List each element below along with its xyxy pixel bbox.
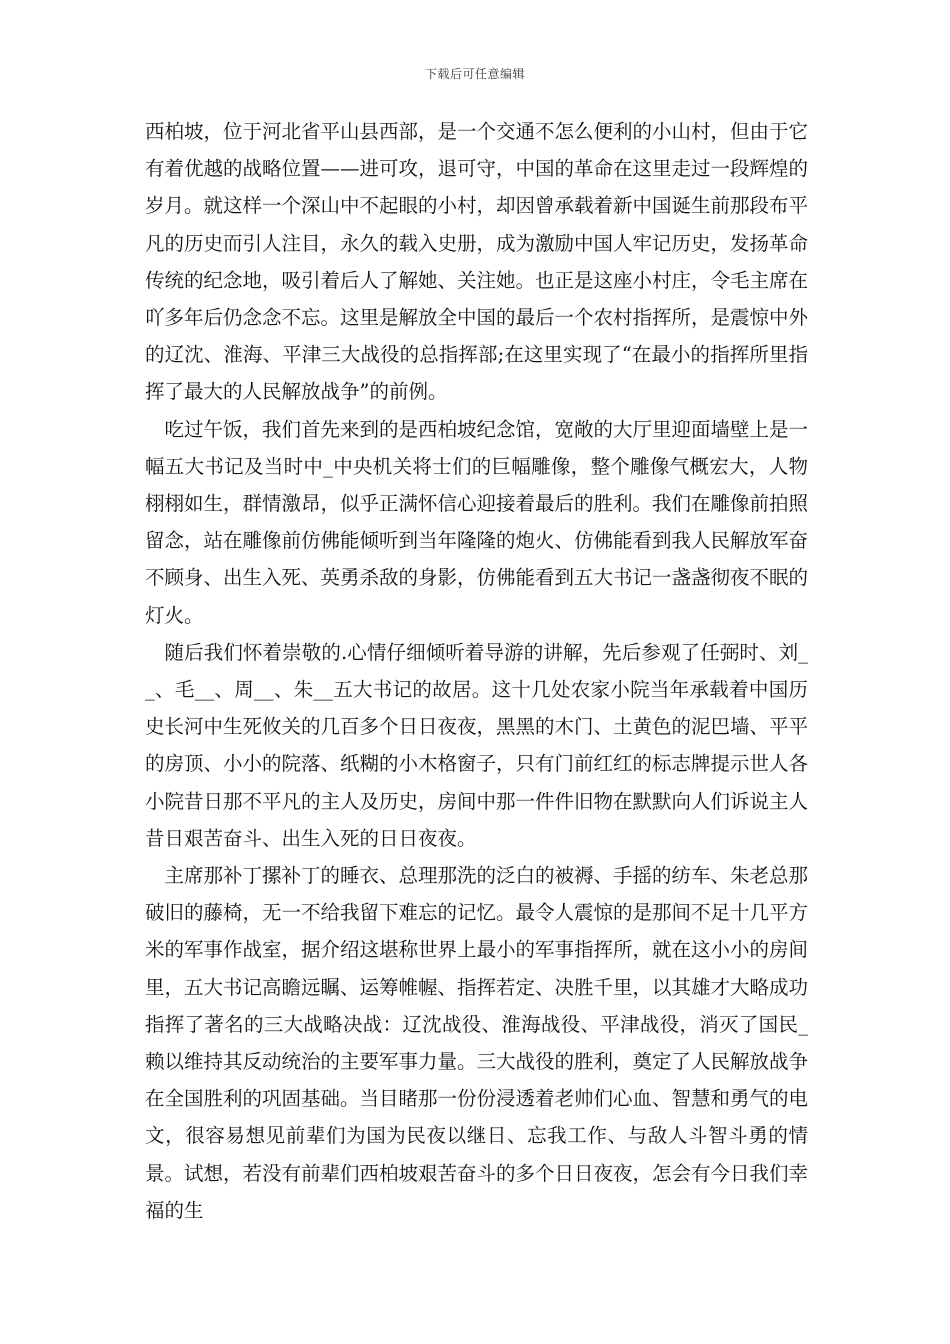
paragraph-intro: 西柏坡，位于河北省平山县西部，是一个交通不怎么便利的小山村，但由于它有着优越的战略位置——进可攻，退可守，中国的革命在这里走过一段辉煌的岁月。就这样一个深山中不起眼的小村，却因曾承载着新中国诞生前那段布平凡的历史而引人注目，永久的载入史册，成为激励中国人牢记历史，发扬革命传统的纪念地，吸引着后人了解她、关注她。也正是这座小村庄，令毛主席在吖多年后仍念念不忘。这里是解放全中国的最后一个农村指挥所，是震惊中外的辽沈、淮海、平津三大战役的总指挥部;在这里实现了“在最小的指挥所里指挥了最大的人民解放战争”的前例。 <box>145 120 809 404</box>
paragraph-memorial-hall: 吃过午饭，我们首先来到的是西柏坡纪念馆，宽敞的大厅里迎面墙壁上是一幅五大书记及当时中_中央机关将士们的巨幅雕像，整个雕像气概宏大，人物栩栩如生，群情激昂，似乎正满怀信心迎接着最后的胜利。我们在雕像前拍照留念，站在雕像前仿佛能倾听到当年隆隆的炮火、仿佛能看到我人民解放军奋不顾身、出生入死、英勇杀敌的身影，仿佛能看到五大书记一盏盏彻夜不眠的灯火。 <box>145 417 809 627</box>
paragraph-war-room: 主席那补丁摞补丁的睡衣、总理那洗的泛白的被褥、手摇的纺车、朱老总那破旧的藤椅，无一不给我留下难忘的记忆。最令人震惊的是那间不足十几平方米的军事作战室，据介绍这堪称世界上最小的军事指挥所，就在这小小的房间里，五大书记高瞻远瞩、运筹帷幄、指挥若定、决胜千里，以其雄才大略成功指挥了著名的三大战略决战：辽沈战役、淮海战役、平津战役，消灭了国民_赖以维持其反动统治的主要军事力量。三大战役的胜利，奠定了人民解放战争在全国胜利的巩固基础。当目睹那一份份浸透着老帅们心血、智慧和勇气的电文，很容易想见前辈们为国为民夜以继日、忘我工作、与敌人斗智斗勇的情景。试想，若没有前辈们西柏坡艰苦奋斗的多个日日夜夜，怎会有今日我们幸福的生 <box>145 864 809 1222</box>
document-body <box>145 113 808 1229</box>
page-header: 下载后可任意编辑 <box>424 67 525 81</box>
paragraph-former-residences: 随后我们怀着崇敬的.心情仔细倾听着导游的讲解，先后参观了任弼时、刘__、毛__、周__、朱__五大书记的故居。这十几处农家小院当年承载着中国历史长河中生死攸关的几百多个日日夜夜，黑黑的木门、土黄色的泥巴墙、平平的房顶、小小的院落、纸糊的小木格窗子，只有门前红红的标志牌提示世人各小院昔日那不平凡的主人及历史，房间中那一件件旧物在默默向人们诉说主人昔日艰苦奋斗、出生入死的日日夜夜。 <box>145 640 809 850</box>
